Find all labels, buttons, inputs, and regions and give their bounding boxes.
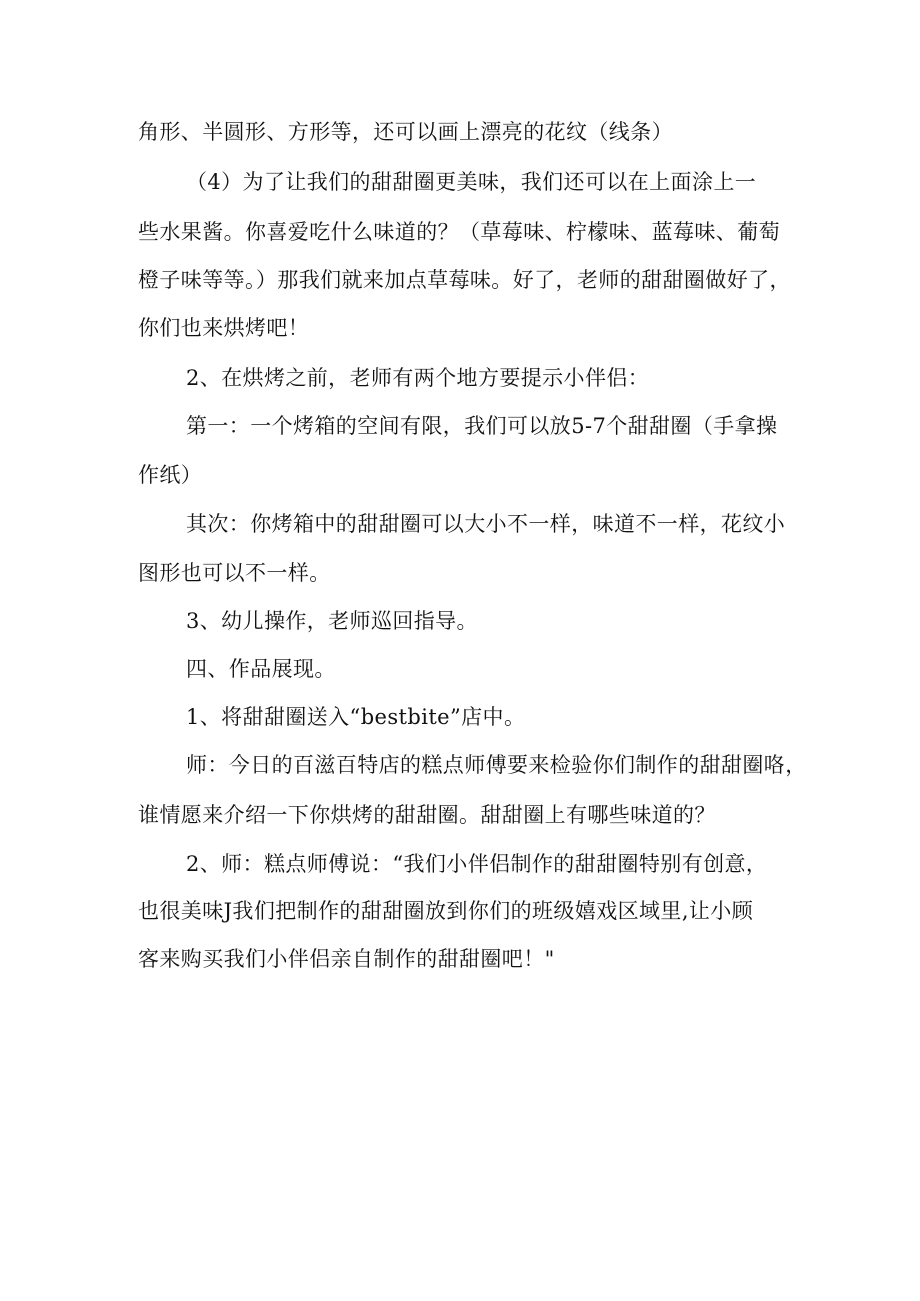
text-line-1: 角形、半圆形、方形等，还可以画上漂亮的花纹（线条） bbox=[138, 120, 673, 144]
text-line-14: 师：今日的百滋百特店的糕点师傅要来检验你们制作的甜甜圈咯， bbox=[186, 753, 807, 777]
text-line-7: 第一：一个烤箱的空间有限，我们可以放5-7个甜甜圈（手拿操 bbox=[186, 414, 778, 438]
text-line-3: 些水果酱。你喜爱吃什么味道的？（草莓味、柠檬味、蓝莓味、葡萄 bbox=[138, 220, 780, 244]
text-line-8: 作纸） bbox=[138, 463, 203, 487]
text-line-6: 2、在烘烤之前，老师有两个地方要提示小伴侣： bbox=[186, 366, 650, 390]
text-line-10: 图形也可以不一样。 bbox=[138, 561, 331, 585]
text-line-13: 1、将甜甜圈送入“bestbite”店中。 bbox=[186, 705, 526, 729]
text-line-2: （4）为了让我们的甜甜圈更美味，我们还可以在上面涂上一 bbox=[186, 170, 757, 194]
text-line-5: 你们也来烘烤吧！ bbox=[138, 316, 310, 340]
text-line-16: 2、师：糕点师傅说：“我们小伴侣制作的甜甜圈特别有创意， bbox=[186, 852, 768, 876]
text-line-15: 谁情愿来介绍一下你烘烤的甜甜圈。甜甜圈上有哪些味道的？ bbox=[138, 803, 716, 827]
text-line-4: 橙子味等等。）那我们就来加点草莓味。好了，老师的甜甜圈做好了， bbox=[138, 268, 791, 292]
text-line-18: 客来购买我们小伴侣亲自制作的甜甜圈吧！" bbox=[138, 947, 555, 971]
text-line-17: 也很美味J我们把制作的甜甜圈放到你们的班级嬉戏区域里,让小顾 bbox=[138, 899, 754, 923]
text-line-12: 四、作品展现。 bbox=[186, 657, 336, 681]
text-line-9: 其次：你烤箱中的甜甜圈可以大小不一样，味道不一样，花纹小 bbox=[186, 512, 786, 536]
text-line-11: 3、幼儿操作，老师巡回指导。 bbox=[186, 609, 478, 633]
